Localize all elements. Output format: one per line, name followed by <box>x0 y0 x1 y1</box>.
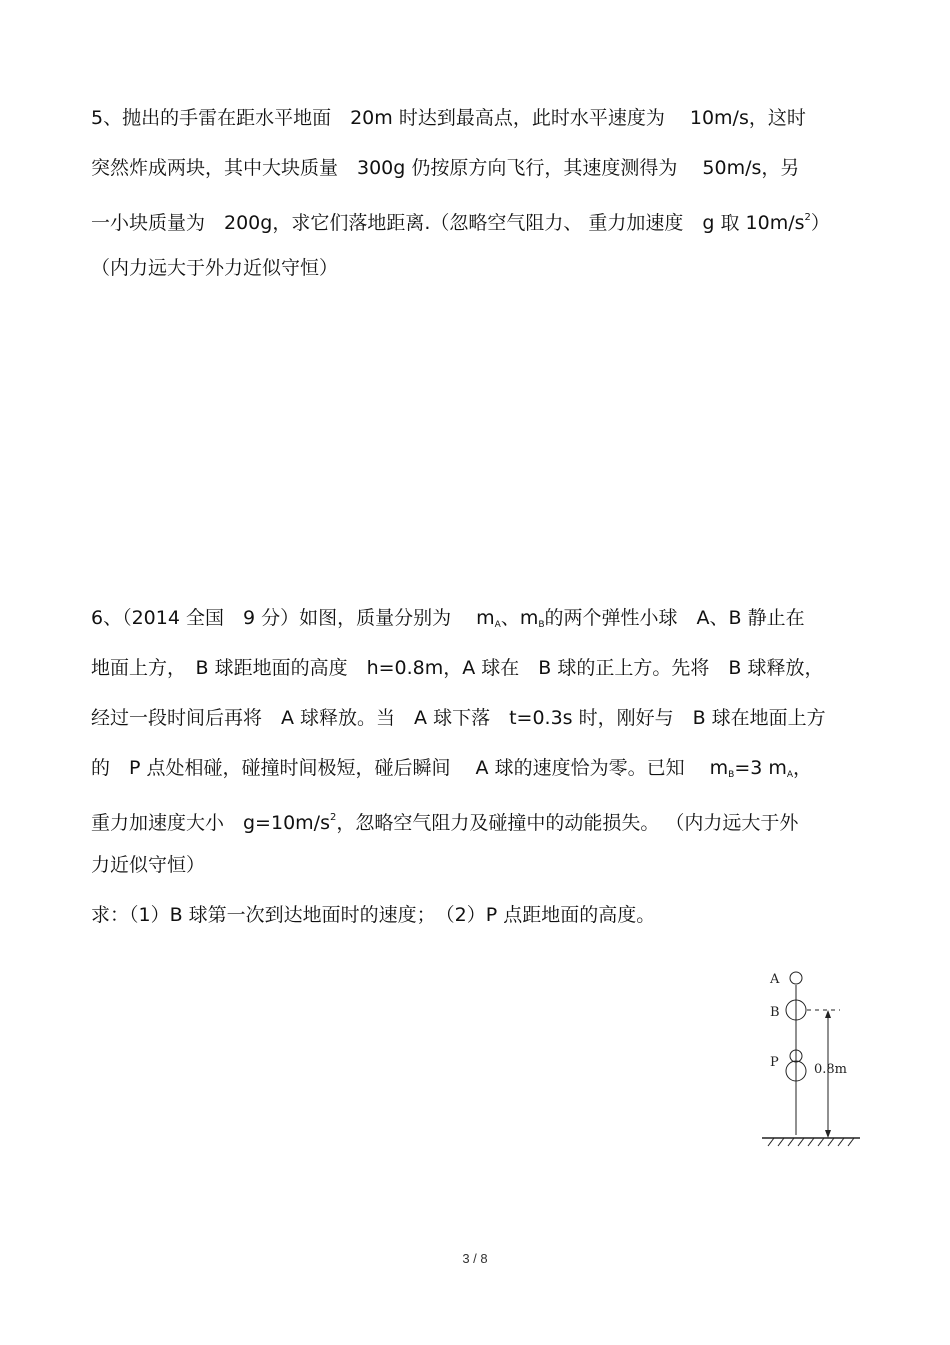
q6-sub-a: A <box>494 620 501 630</box>
q6-line-5 <box>91 806 798 835</box>
q6-line-4 <box>91 756 812 787</box>
q6-line-1 <box>91 606 805 637</box>
q6-line-4-sub-a: A <box>786 770 794 780</box>
q6-line-5-tail: ，忽略空气阻力及碰撞中的动能损失。 （内力远大于外 <box>336 812 799 834</box>
q6-line-4-tail: ， <box>793 757 813 779</box>
label-p: P <box>770 1055 779 1070</box>
arrow-head-up-icon <box>825 1010 831 1018</box>
q6-line-4-mid: =3 m <box>734 757 787 779</box>
q6-sub-b: B <box>538 620 545 630</box>
q6-line-4-text: 的 P 点处相碰，碰撞时间极短，碰后瞬间 A 球的速度恰为零。已知 m <box>91 757 729 779</box>
q6-line-5-text: 重力加速度大小 g=10m/s <box>91 812 330 834</box>
q6-line-1-mid: 、m <box>500 607 539 629</box>
ball-drop-figure <box>760 960 870 1150</box>
q6-line-7: 求：（1）B 球第一次到达地面时的速度； （2）P 点距地面的高度。 <box>91 904 656 926</box>
q6-line-6: 力近似守恒） <box>91 854 206 876</box>
figure-svg <box>760 960 870 1150</box>
q5-line-3-tail: ） <box>810 212 830 234</box>
q5-line-3-sup: 2 <box>804 212 811 223</box>
arrow-head-down-icon <box>825 1130 831 1138</box>
q6-line-4-sub-b: B <box>728 770 735 780</box>
height-label: 0.8m <box>814 1062 848 1077</box>
ground-hatching <box>768 1138 854 1146</box>
page-number: 3 / 8 <box>462 1251 488 1266</box>
q6-line-2: 地面上方， B 球距地面的高度 h=0.8m，A 球在 B 球的正上方。先将 B 球释放， <box>91 657 824 679</box>
label-b: B <box>770 1005 780 1020</box>
q5-line-3-text: 一小块质量为 200g，求它们落地距离.（忽略空气阻力、 重力加速度 g 取 10m/s <box>91 212 805 234</box>
q6-line-1-text: 6、（2014 全国 9 分）如图，质量分别为 m <box>91 607 495 629</box>
q6-line-5-sup: 2 <box>329 812 337 823</box>
label-a: A <box>770 972 780 987</box>
q5-line-3 <box>91 206 830 235</box>
ball-a-icon <box>790 972 802 984</box>
q6-line-1-tail: 的两个弹性小球 A、B 静止在 <box>544 607 805 629</box>
q6-line-3: 经过一段时间后再将 A 球释放。当 A 球下落 t=0.3s 时，刚好与 B 球在地面上方 <box>91 707 826 729</box>
q5-line-2: 突然炸成两块，其中大块质量 300g 仍按原方向飞行，其速度测得为 50m/s，另 <box>91 157 800 179</box>
q5-line-1: 5、抛出的手雷在距水平地面 20m 时达到最高点，此时水平速度为 10m/s，这时 <box>91 107 806 129</box>
q5-line-4: （内力远大于外力近似守恒） <box>91 257 339 279</box>
